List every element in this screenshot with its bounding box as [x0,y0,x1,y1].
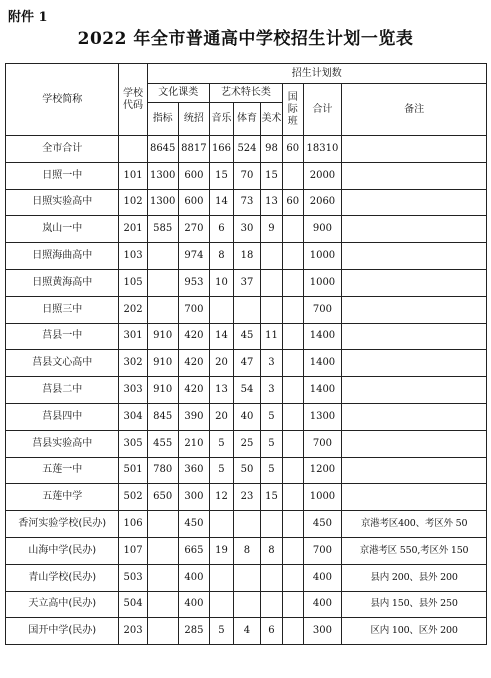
music-cell: 20 [210,350,234,377]
header-school-name: 学校简称 [6,64,119,136]
sports-cell: 54 [233,377,260,404]
international-cell [282,162,303,189]
quota-cell [147,537,178,564]
unified-cell: 600 [178,162,209,189]
quota-cell: 780 [147,457,178,484]
table-row [6,484,487,511]
international-cell: 60 [282,136,303,163]
school-name-cell: 莒县文心高中 [6,350,119,377]
total-cell: 900 [303,216,342,243]
table-row [6,564,487,591]
unified-cell: 8817 [178,136,209,163]
international-cell: 60 [282,189,303,216]
sports-cell [233,296,260,323]
music-cell: 166 [210,136,234,163]
table-row [6,430,487,457]
school-code-cell: 305 [119,430,147,457]
fine-arts-cell [261,269,283,296]
quota-cell: 8645 [147,136,178,163]
international-cell [282,403,303,430]
total-cell: 1300 [303,403,342,430]
international-cell [282,216,303,243]
total-cell: 1000 [303,269,342,296]
total-cell: 1400 [303,350,342,377]
school-code-cell: 301 [119,323,147,350]
header-sports: 体育 [233,103,260,136]
total-cell: 1400 [303,323,342,350]
unified-cell: 420 [178,323,209,350]
notes-cell: 县内 150、县外 250 [342,591,487,618]
header-school-code: 学校代码 [119,64,147,136]
music-cell: 14 [210,323,234,350]
school-code-cell: 101 [119,162,147,189]
school-name-cell: 岚山一中 [6,216,119,243]
school-name-cell: 青山学校(民办) [6,564,119,591]
fine-arts-cell: 15 [261,162,283,189]
music-cell: 5 [210,618,234,645]
quota-cell: 910 [147,323,178,350]
total-cell: 700 [303,537,342,564]
total-cell: 1000 [303,484,342,511]
sports-cell: 30 [233,216,260,243]
school-name-cell: 日照黄海高中 [6,269,119,296]
unified-cell: 360 [178,457,209,484]
school-name-cell: 五莲一中 [6,457,119,484]
header-music: 音乐 [210,103,234,136]
sports-cell: 25 [233,430,260,457]
page-title: 2022 年全市普通高中学校招生计划一览表 [77,29,414,49]
fine-arts-cell: 6 [261,618,283,645]
table-row [6,216,487,243]
unified-cell: 270 [178,216,209,243]
header-arts-category: 艺术特长类 [210,84,283,103]
sports-cell: 50 [233,457,260,484]
school-name-cell: 国开中学(民办) [6,618,119,645]
music-cell [210,564,234,591]
school-code-cell: 503 [119,564,147,591]
sports-cell: 8 [233,537,260,564]
sports-cell: 23 [233,484,260,511]
school-code-cell: 105 [119,269,147,296]
school-name-cell: 山海中学(民办) [6,537,119,564]
fine-arts-cell: 15 [261,484,283,511]
school-code-cell: 102 [119,189,147,216]
notes-cell [342,296,487,323]
notes-cell: 京港考区 550,考区外 150 [342,537,487,564]
quota-cell [147,591,178,618]
quota-cell: 845 [147,403,178,430]
notes-cell [342,269,487,296]
unified-cell: 974 [178,243,209,270]
music-cell [210,591,234,618]
fine-arts-cell: 9 [261,216,283,243]
notes-cell [342,484,487,511]
total-cell: 1000 [303,243,342,270]
school-code-cell: 107 [119,537,147,564]
notes-cell [342,350,487,377]
total-cell: 2060 [303,189,342,216]
quota-cell: 910 [147,377,178,404]
international-cell [282,484,303,511]
school-name-cell: 莒县一中 [6,323,119,350]
music-cell [210,511,234,538]
quota-cell [147,511,178,538]
sports-cell: 73 [233,189,260,216]
total-cell: 450 [303,511,342,538]
sports-cell: 47 [233,350,260,377]
unified-cell: 450 [178,511,209,538]
table-row [6,618,487,645]
international-cell [282,243,303,270]
international-cell [282,457,303,484]
school-code-cell: 106 [119,511,147,538]
music-cell: 12 [210,484,234,511]
quota-cell: 1300 [147,189,178,216]
school-name-cell: 日照实验高中 [6,189,119,216]
unified-cell: 665 [178,537,209,564]
notes-cell [342,162,487,189]
school-name-cell: 莒县二中 [6,377,119,404]
notes-cell [342,189,487,216]
unified-cell: 700 [178,296,209,323]
notes-cell [342,243,487,270]
total-cell: 700 [303,296,342,323]
sports-cell: 45 [233,323,260,350]
notes-cell: 京港考区400、考区外 50 [342,511,487,538]
table-row [6,457,487,484]
enrollment-plan-table [5,63,487,645]
music-cell [210,296,234,323]
unified-cell: 420 [178,350,209,377]
table-row [6,350,487,377]
music-cell: 13 [210,377,234,404]
unified-cell: 390 [178,403,209,430]
quota-cell: 650 [147,484,178,511]
school-name-cell: 莒县四中 [6,403,119,430]
fine-arts-cell: 5 [261,403,283,430]
table-row [6,377,487,404]
notes-cell [342,403,487,430]
international-cell [282,511,303,538]
quota-cell [147,269,178,296]
school-code-cell: 502 [119,484,147,511]
music-cell: 14 [210,189,234,216]
school-code-cell [119,136,147,163]
school-code-cell: 303 [119,377,147,404]
fine-arts-cell: 5 [261,430,283,457]
international-cell [282,350,303,377]
school-name-cell: 莒县实验高中 [6,430,119,457]
music-cell: 19 [210,537,234,564]
international-cell [282,591,303,618]
header-culture-category: 文化课类 [147,84,209,103]
fine-arts-cell [261,296,283,323]
sports-cell [233,511,260,538]
header-international-class: 国际班 [282,84,303,136]
unified-cell: 285 [178,618,209,645]
sports-cell: 70 [233,162,260,189]
notes-cell [342,457,487,484]
header-unified: 统招 [178,103,209,136]
quota-cell: 455 [147,430,178,457]
total-cell: 2000 [303,162,342,189]
fine-arts-cell: 5 [261,457,283,484]
quota-cell: 585 [147,216,178,243]
school-code-cell: 501 [119,457,147,484]
table-row [6,269,487,296]
table-row [6,591,487,618]
music-cell: 8 [210,243,234,270]
school-name-cell: 五莲中学 [6,484,119,511]
notes-cell [342,430,487,457]
unified-cell: 400 [178,564,209,591]
school-name-cell: 香河实验学校(民办) [6,511,119,538]
fine-arts-cell: 3 [261,377,283,404]
international-cell [282,618,303,645]
sports-cell: 4 [233,618,260,645]
international-cell [282,296,303,323]
sports-cell [233,564,260,591]
unified-cell: 300 [178,484,209,511]
sports-cell: 18 [233,243,260,270]
school-code-cell: 103 [119,243,147,270]
sports-cell: 40 [233,403,260,430]
international-cell [282,430,303,457]
school-name-cell: 日照海曲高中 [6,243,119,270]
notes-cell [342,377,487,404]
fine-arts-cell: 98 [261,136,283,163]
fine-arts-cell: 13 [261,189,283,216]
school-code-cell: 304 [119,403,147,430]
music-cell: 10 [210,269,234,296]
notes-cell [342,216,487,243]
unified-cell: 420 [178,377,209,404]
quota-cell [147,296,178,323]
music-cell: 20 [210,403,234,430]
music-cell: 5 [210,430,234,457]
total-cell: 18310 [303,136,342,163]
table-row [6,296,487,323]
quota-cell [147,564,178,591]
school-code-cell: 302 [119,350,147,377]
table-row [6,136,487,163]
sports-cell: 524 [233,136,260,163]
international-cell [282,377,303,404]
total-cell: 400 [303,591,342,618]
fine-arts-cell [261,564,283,591]
table-row [6,403,487,430]
unified-cell: 210 [178,430,209,457]
international-cell [282,269,303,296]
music-cell: 5 [210,457,234,484]
quota-cell [147,243,178,270]
notes-cell: 区内 100、区外 200 [342,618,487,645]
international-cell [282,323,303,350]
notes-cell [342,323,487,350]
header-quota: 指标 [147,103,178,136]
fine-arts-cell [261,243,283,270]
music-cell: 15 [210,162,234,189]
total-cell: 300 [303,618,342,645]
table-row [6,537,487,564]
fine-arts-cell: 11 [261,323,283,350]
quota-cell: 1300 [147,162,178,189]
unified-cell: 953 [178,269,209,296]
fine-arts-cell: 3 [261,350,283,377]
total-cell: 700 [303,430,342,457]
fine-arts-cell [261,591,283,618]
school-name-cell: 日照三中 [6,296,119,323]
international-cell [282,537,303,564]
header-notes: 备注 [342,84,487,136]
international-cell [282,564,303,591]
sports-cell: 37 [233,269,260,296]
school-code-cell: 202 [119,296,147,323]
fine-arts-cell [261,511,283,538]
notes-cell [342,136,487,163]
total-cell: 400 [303,564,342,591]
table-row [6,323,487,350]
total-cell: 1400 [303,377,342,404]
quota-cell: 910 [147,350,178,377]
quota-cell [147,618,178,645]
sports-cell [233,591,260,618]
attachment-label: 附件 1 [8,10,48,25]
school-code-cell: 201 [119,216,147,243]
fine-arts-cell: 8 [261,537,283,564]
header-total: 合计 [303,84,342,136]
school-code-cell: 203 [119,618,147,645]
table-row [6,511,487,538]
notes-cell: 县内 200、县外 200 [342,564,487,591]
table-row [6,189,487,216]
unified-cell: 400 [178,591,209,618]
school-code-cell: 504 [119,591,147,618]
header-enrollment-plan: 招生计划数 [147,64,486,84]
music-cell: 6 [210,216,234,243]
school-name-cell: 全市合计 [6,136,119,163]
table-row [6,162,487,189]
table-row [6,243,487,270]
unified-cell: 600 [178,189,209,216]
school-name-cell: 天立高中(民办) [6,591,119,618]
school-name-cell: 日照一中 [6,162,119,189]
total-cell: 1200 [303,457,342,484]
header-fine-arts: 美术 [261,103,283,136]
